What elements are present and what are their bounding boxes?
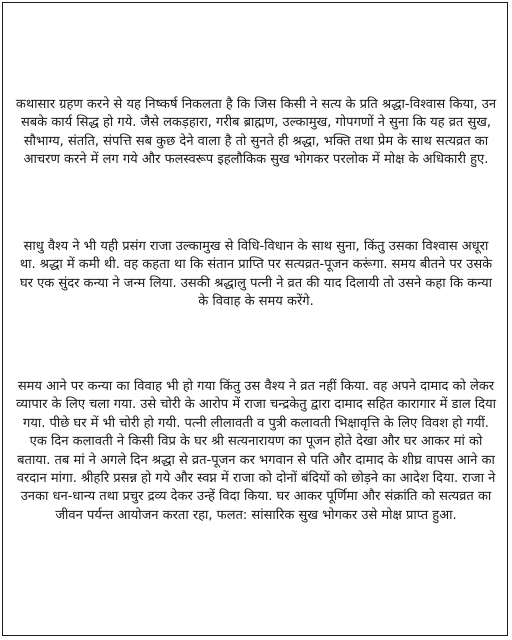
document-page bbox=[2, 2, 508, 636]
paragraph-katha-saar: कथासार ग्रहण करने से यह निष्कर्ष निकलता है कि जिस किसी ने सत्य के प्रति श्रद्धा-विश्वास किया, उन सबके कार्य सिद्ध हो गये. जैसे लकड़हारा, गरीब ब्राह्मण, उल्कामुख, गोपगणों ने सुना कि यह व्रत सुख, सौभाग्य, संतति, संपत्ति सब कुछ देने वाला है तो सुनते ही श्रद्धा, भक्ति तथा प्रेम के साथ सत्यव्रत का आचरण करने में लग गये और फलस्वरूप इहलौकिक सुख भोगकर परलोक में मोक्ष के अधिकारी हुए. bbox=[15, 97, 497, 168]
paragraph-sadhu-vaishya: साधु वैश्य ने भी यही प्रसंग राजा उल्कामुख से विधि-विधान के साथ सुना, किंतु उसका विश्वास अधूरा था. श्रद्धा में कमी थी. वह कहता था कि संतान प्राप्ति पर सत्यव्रत-पूजन करूंगा. समय बीतने पर उसके घर एक सुंदर कन्या ने जन्म लिया. उसकी श्रद्धालु पत्नी ने व्रत की याद दिलायी तो उसने कहा कि कन्या के विवाह के समय करेंगे. bbox=[19, 239, 493, 310]
paragraph-kanya-vivah: समय आने पर कन्या का विवाह भी हो गया किंतु उस वैश्य ने व्रत नहीं किया. वह अपने दामाद को लेकर व्यापार के लिए चला गया. उसे चोरी के आरोप में राजा चन्द्रकेतु द्वारा दामाद सहित कारागार में डाल दिया गया. पीछे घर में भी चोरी हो गयी. पत्नी लीलावती व पुत्री कलावती भिक्षावृत्ति के लिए विवश हो गयीं. एक दिन कलावती ने किसी विप्र के घर श्री सत्यनारायण का पूजन होते देखा और घर आकर मां को बताया. तब मां ने अगले दिन श्रद्धा से व्रत-पूजन कर भगवान से पति और दामाद के शीघ्र वापस आने का वरदान मांगा. श्रीहरि प्रसन्न हो गये और स्वप्न में राजा को दोनों बंदियों को छोड़ने का आदेश दिया. राजा ने उनका धन-धान्य तथा प्रचुर द्रव्य देकर उन्हें विदा किया. घर आकर पूर्णिमा और संक्रांति को सत्यव्रत का जीवन पर्यन्त आयोजन करता रहा, फलत: सांसारिक सुख भोगकर उसे मोक्ष प्राप्त हुआ. bbox=[16, 379, 496, 523]
